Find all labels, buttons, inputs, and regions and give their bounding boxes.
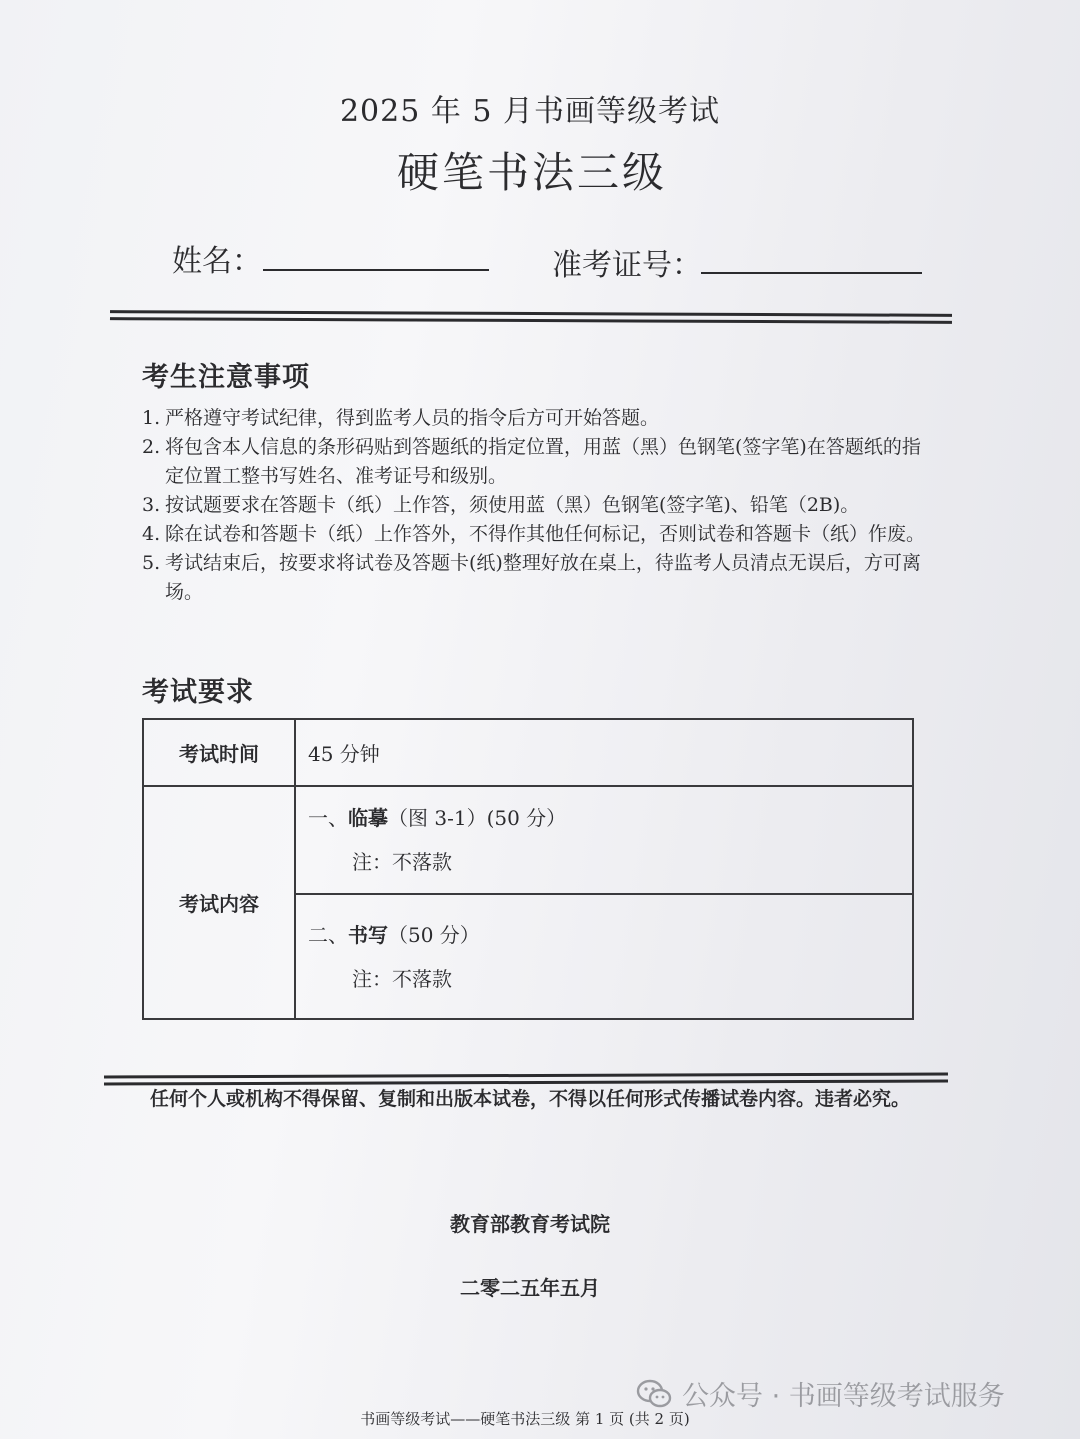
exam-title: 2025 年 5 月书画等级考试: [339, 94, 721, 129]
notice-item: [142, 491, 932, 520]
part2-name: 书写: [348, 922, 388, 947]
part2-line: [308, 913, 911, 957]
issue-date: 二零二五年五月: [460, 1276, 600, 1300]
notice-heading: 考生注意事项: [142, 362, 310, 393]
page-footer: 书画等级考试——硬笔书法三级 第 1 页 (共 2 页): [360, 1410, 690, 1428]
watermark-text: 公众号 · 书画等级考试服务: [682, 1381, 1005, 1412]
part1-prefix: 一、: [308, 806, 348, 830]
notice-item-text: 严格遵守考试纪律，得到监考人员的指令后方可开始答题。: [165, 407, 660, 429]
part2-note: 注：不落款: [352, 966, 452, 991]
part1-cell: [295, 786, 913, 894]
notice-item-text: 除在试卷和答题卡（纸）上作答外，不得作其他任何标记，否则试卷和答题卡（纸）作废。: [165, 523, 926, 545]
issuer: 教育部教育考试院: [450, 1212, 610, 1236]
notice-item: [142, 404, 932, 433]
notice-list: [142, 404, 932, 607]
double-rule-top: [110, 310, 952, 324]
notice-item: [142, 433, 932, 491]
notice-item-number: 3.: [142, 494, 161, 516]
part2-prefix: 二、: [308, 922, 348, 947]
requirements-table: [142, 718, 914, 1020]
part1-name: 临摹: [348, 806, 388, 830]
name-blank-line: [263, 269, 489, 271]
exam-id-blank-line: [701, 272, 922, 274]
notice-item-text: 将包含本人信息的条形码贴到答题纸的指定位置，用蓝（黑）色钢笔(签字笔)在答题纸的指定位置工整书写姓名、准考证号和级别。: [165, 436, 921, 487]
time-label-cell: 考试时间: [143, 719, 295, 786]
copyright-notice: 任何个人或机构不得保留、复制和出版本试卷，不得以任何形式传播试卷内容。违者必究。: [149, 1088, 910, 1110]
exam-id-label: 准考证号：: [552, 248, 702, 283]
notice-item-number: 2.: [142, 436, 161, 458]
part1-note: 注：不落款: [352, 850, 452, 874]
notice-item-number: 5.: [142, 552, 161, 574]
notice-item: [142, 520, 932, 549]
part1-detail: （图 3-1）(50 分）: [388, 806, 567, 830]
table-row: [143, 786, 913, 894]
part2-cell: [295, 894, 913, 1019]
notice-item-text: 按试题要求在答题卡（纸）上作答，须使用蓝（黑）色钢笔(签字笔)、铅笔（2B)。: [165, 494, 860, 516]
notice-item-text: 考试结束后，按要求将试卷及答题卡(纸)整理好放在桌上，待监考人员清点无误后，方可离场。: [165, 552, 921, 603]
content-label-cell: 考试内容: [143, 786, 295, 1019]
part2-detail: （50 分）: [388, 922, 480, 947]
table-row: [143, 719, 913, 786]
time-value-cell: 45 分钟: [295, 719, 913, 786]
subject-title: 硬笔书法三级: [396, 148, 667, 197]
notice-item: [142, 549, 932, 607]
part1-line: [308, 796, 911, 840]
notice-item-number: 1.: [142, 407, 161, 429]
name-label: 姓名：: [172, 244, 262, 279]
wechat-icon: [636, 1379, 672, 1409]
requirements-heading: 考试要求: [142, 677, 254, 708]
notice-item-number: 4.: [142, 523, 161, 545]
